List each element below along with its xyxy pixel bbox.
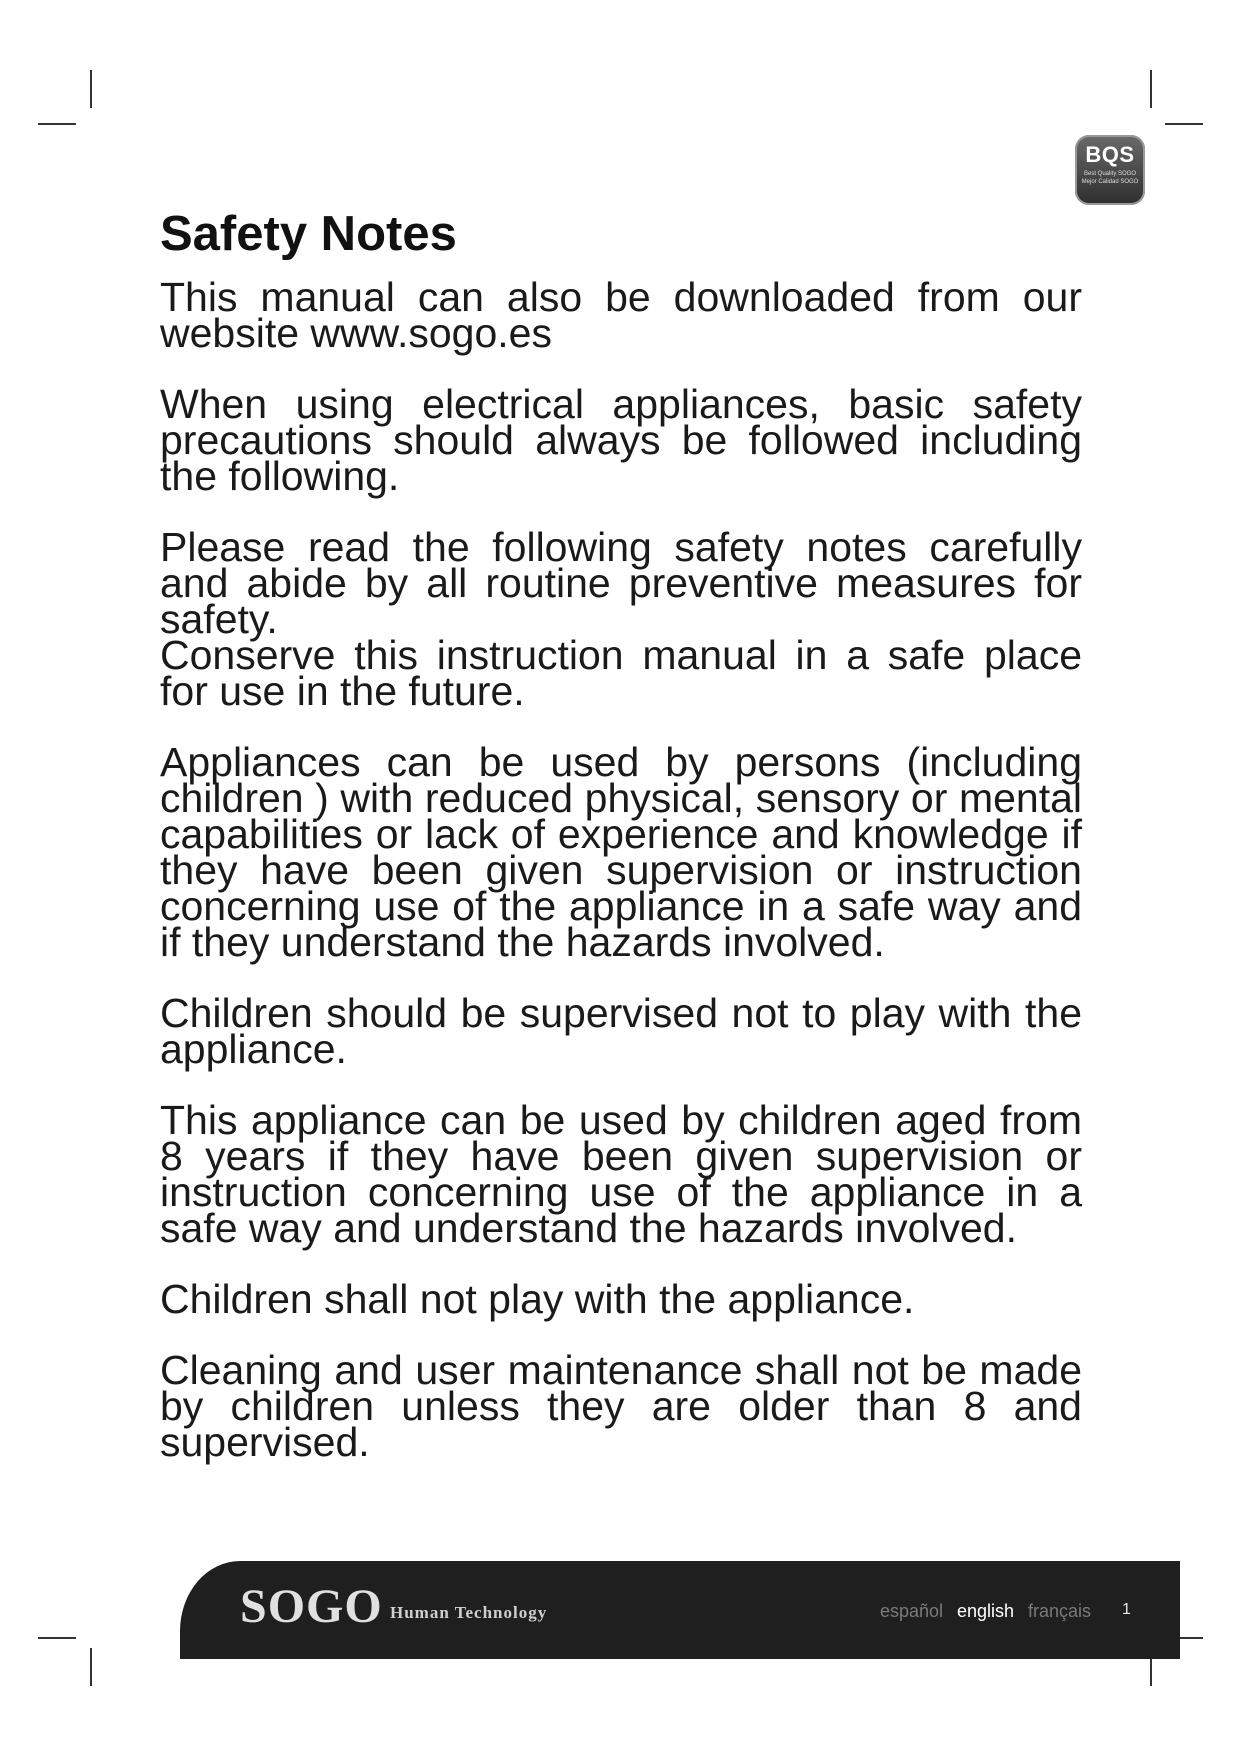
sogo-logo: SOGO: [240, 1580, 383, 1633]
bqs-badge-logo: [1075, 135, 1145, 205]
brand-tagline: Human Technology: [390, 1603, 548, 1622]
footer-band: [180, 1561, 1180, 1659]
page-number: 1: [1122, 1601, 1131, 1618]
crop-mark: [90, 70, 92, 108]
paragraph-children-supervised: Children should be supervised not to play with the appliance.: [160, 990, 1082, 1072]
paragraph-children-not-play: Children shall not play with the appliance.: [160, 1276, 915, 1322]
language-english: english: [957, 1601, 1015, 1621]
crop-mark: [38, 1637, 76, 1639]
crop-mark: [1165, 123, 1203, 125]
paragraph-download: This manual can also be downloaded from our website www.sogo.es: [160, 274, 1082, 356]
paragraph-conserve-manual: Conserve this instruction manual in a safe place for use in the future.: [160, 632, 1082, 714]
page-title: Safety Notes: [160, 207, 457, 261]
language-spanish: español: [880, 1601, 944, 1621]
safety-notes-section: [160, 205, 1082, 1465]
crop-mark: [90, 1648, 92, 1686]
crop-mark: [1150, 70, 1152, 108]
paragraph-children-aged-8: This appliance can be used by children aged from 8 years if they have been given supervision or instruction concerning use of the appliance in a safe way and understand the hazards involved.: [160, 1097, 1082, 1251]
paragraph-reduced-capabilities: Appliances can be used by persons (including children ) with reduced physical, sensory or mental capabilities or lack of experience and knowledge if they have been given supervision or instruction concerning use of the appliance in a safe way and if they understand the hazards involved.: [160, 739, 1082, 965]
crop-mark: [38, 123, 76, 125]
paragraph-read-carefully: Please read the following safety notes carefully and abide by all routine preventive measures for safety.: [160, 524, 1082, 642]
badge-subtitle: Best Quality SOGO Mejor Calidad SOGO: [1081, 171, 1139, 185]
badge-title: BQS: [1085, 142, 1135, 167]
paragraph-cleaning-maintenance: Cleaning and user maintenance shall not be made by children unless they are older than 8 and supervised.: [160, 1347, 1082, 1465]
paragraph-precautions: When using electrical appliances, basic safety precautions should always be followed including the following.: [160, 381, 1082, 499]
language-french: français: [1028, 1601, 1092, 1621]
